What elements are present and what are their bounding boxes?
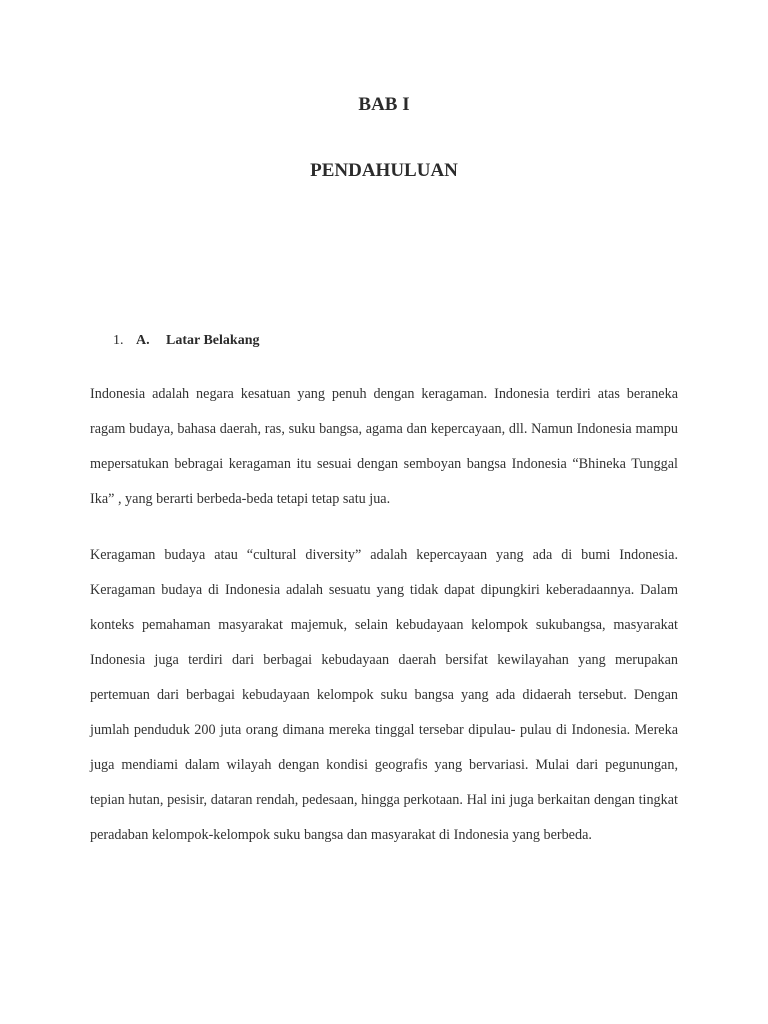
paragraph-2: Keragaman budaya atau “cultural diversity” adalah kepercayaan yang ada di bumi Indonesia. Keragaman budaya di Indonesia adalah sesuatu yang tidak dapat dipungkiri keberadaannya. Dalam konteks pemahaman masyarakat majemuk, selain kebudayaan kelompok sukubangsa, masyarakat Indonesia juga terdiri dari berbagai kebudayaan daerah bersifat kewilayahan yang merupakan pertemuan dari berbagai kebudayaan kelompok suku bangsa yang ada didaerah tersebut. Dengan jumlah penduduk 200 juta orang dimana mereka tinggal tersebar dipulau- pulau di Indonesia. Mereka juga mendiami dalam wilayah dengan kondisi geografis yang bervariasi. Mulai dari pegunungan, tepian hutan, pesisir, dataran rendah, pedesaan, hingga perkotaan. Hal ini juga berkaitan dengan tingkat peradaban kelompok-kelompok suku bangsa dan masyarakat di Indonesia yang berbeda.	[90, 547, 678, 843]
section-letter: A.	[136, 333, 150, 348]
section-title: Latar Belakang	[166, 333, 260, 348]
paragraph-1: Indonesia adalah negara kesatuan yang penuh dengan keragaman. Indonesia terdiri atas beraneka ragam budaya, bahasa daerah, ras, suku bangsa, agama dan kepercayaan, dll. Namun Indonesia mampu mepersatukan bebragai keragaman itu sesuai dengan semboyan bangsa Indonesia “Bhineka Tunggal Ika” , yang berarti berbeda-beda tetapi tetap satu jua.	[90, 386, 678, 507]
section-heading	[113, 331, 259, 351]
chapter-number: BAB I	[358, 94, 410, 115]
chapter-title: PENDAHULUAN	[310, 160, 458, 181]
section-list-number: 1.	[113, 333, 124, 348]
